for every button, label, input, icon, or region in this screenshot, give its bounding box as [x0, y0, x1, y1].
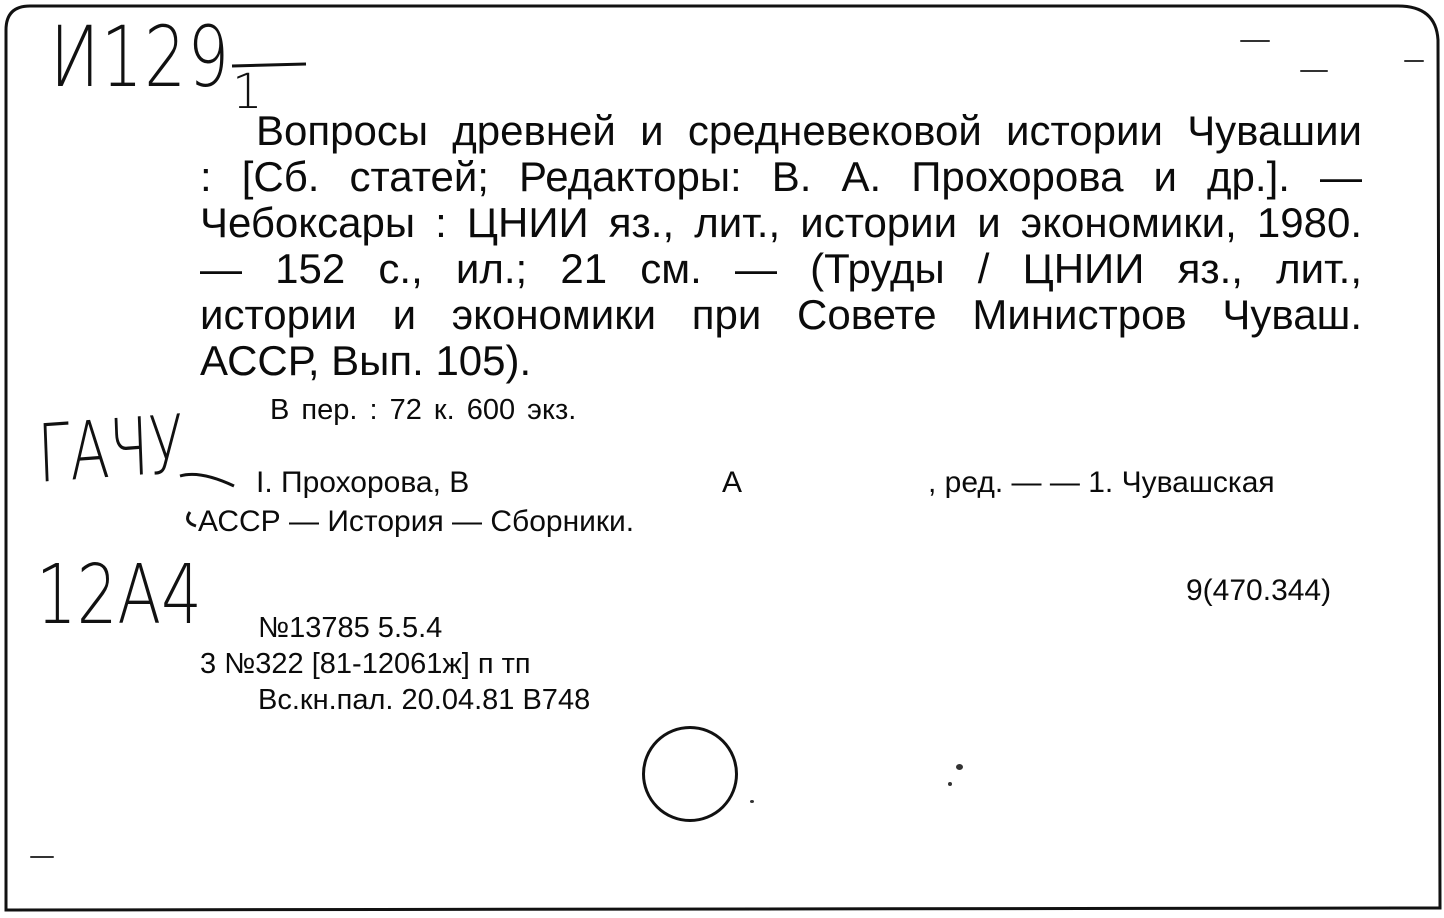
shelf-mark-handwritten: 12А4 — [36, 548, 202, 643]
classification-number: 9(470.344) — [1186, 574, 1332, 607]
bibliographic-description — [200, 108, 1362, 384]
ink-speck — [948, 782, 952, 786]
entry-line-3: Чебоксары : ЦНИИ яз., лит., истории и экономики, 1980. — [200, 199, 1362, 246]
call-number-fraction: 1 — [232, 64, 263, 120]
accession-line-3: Вс.кн.пал. 20.04.81 В748 — [258, 684, 591, 716]
ink-speck — [750, 800, 754, 803]
ink-speck — [956, 764, 963, 770]
entry-line-2: : [Сб. статей; Редакторы: В. А. Прохорова и др.]. — — [200, 153, 1362, 200]
ink-speck — [1404, 60, 1424, 62]
punch-hole — [642, 726, 738, 822]
pen-stroke-small — [188, 512, 196, 526]
ink-speck — [1240, 40, 1270, 42]
tracing-line-1: I. Прохорова, В — [256, 466, 470, 499]
entry-line-6: АССР, Вып. 105). — [200, 337, 532, 384]
tracing-line-1-end: , ред. — — 1. Чувашская — [928, 466, 1275, 499]
pen-stroke — [180, 474, 234, 486]
accession-line-1: №13785 5.5.4 — [258, 612, 443, 644]
ink-speck — [30, 856, 54, 858]
call-number-handwritten: И129 — [50, 8, 231, 106]
entry-line-5: истории и экономики при Совете Министров Чуваш. — [200, 291, 1362, 338]
price-and-print-run: В пер. : 72 к. 600 экз. — [270, 394, 577, 426]
location-mark-handwritten: ГАЧУ — [36, 397, 186, 501]
tracing-line-2: АССР — История — Сборники. — [198, 505, 635, 538]
entry-line-1: Вопросы древней и средневековой истории Чувашии — [256, 107, 1362, 154]
tracing-initial: А — [722, 466, 743, 499]
ink-speck — [1300, 70, 1328, 72]
accession-line-2: 3 №322 [81-12061ж] п тп — [200, 648, 531, 680]
entry-line-4: — 152 с., ил.; 21 см. — (Труды / ЦНИИ яз., лит., — [200, 245, 1362, 292]
